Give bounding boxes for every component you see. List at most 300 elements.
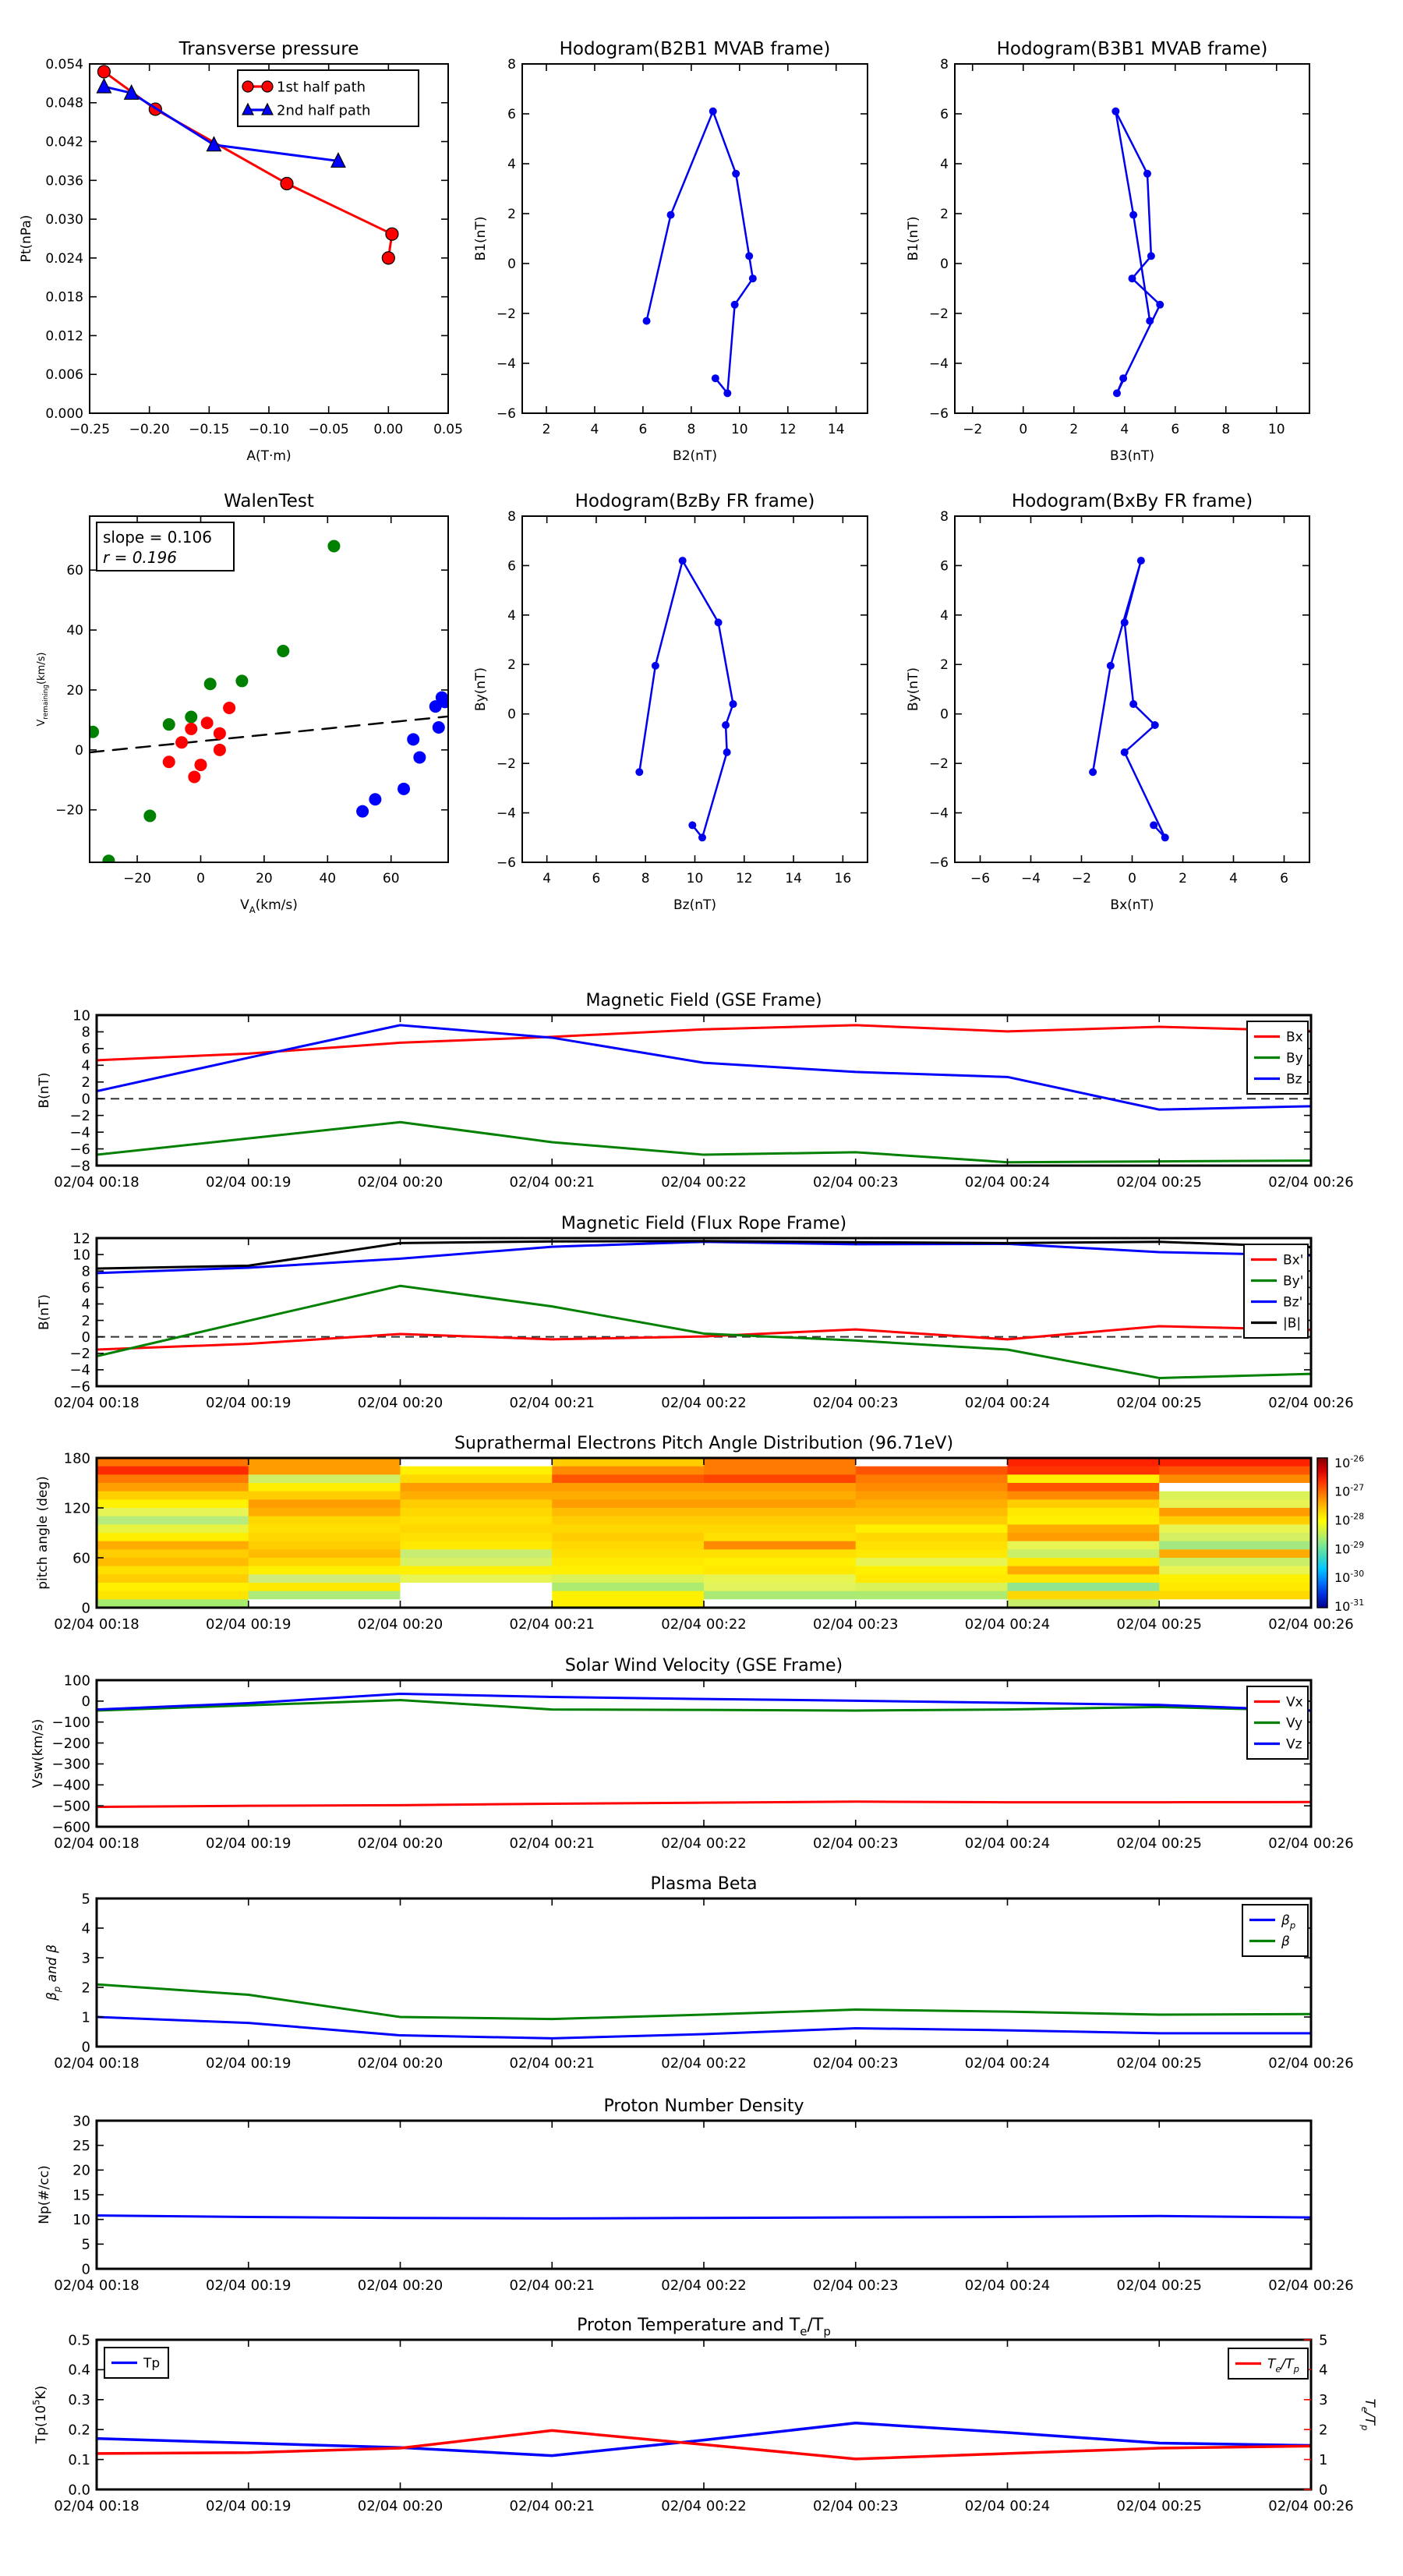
y-tick-label: −4	[69, 1124, 90, 1141]
heatmap-cell	[1159, 1491, 1311, 1500]
series-marker-2nd half path	[97, 79, 111, 93]
heatmap-cell	[97, 1524, 249, 1533]
time-tick-label: 02/04 00:22	[661, 1616, 747, 1633]
heatmap-cell	[97, 1558, 249, 1566]
y-tick-label: 5	[81, 1891, 90, 1908]
time-tick-label: 02/04 00:26	[1268, 2055, 1354, 2072]
chart-solar-wind-velocity	[30, 1656, 1354, 1852]
y-tick-label: 8	[81, 1024, 90, 1041]
heatmap-cell	[1159, 1549, 1311, 1558]
chart-hodogram-b2-b1	[473, 39, 868, 464]
series-marker-group-blue	[439, 695, 451, 708]
heatmap-cell	[856, 1474, 1008, 1483]
x-tick-label: 0	[1128, 871, 1136, 886]
plot-frame	[522, 64, 868, 413]
series-marker-Bx_By path	[1137, 557, 1145, 564]
series-marker-group-blue	[356, 805, 369, 818]
y-tick-label: −4	[496, 805, 516, 822]
heatmap-cell	[704, 1533, 856, 1541]
y-tick-label: −400	[51, 1777, 90, 1794]
heatmap-cell	[97, 1533, 249, 1541]
heatmap-cell	[249, 1549, 401, 1558]
series-marker-Bz_By path	[722, 721, 730, 729]
y-axis-label: Vsw(km/s)	[30, 1718, 46, 1789]
time-tick-label: 02/04 00:21	[509, 2055, 595, 2072]
y-tick-label: 3	[81, 1950, 90, 1967]
heatmap-cell	[249, 1467, 401, 1475]
series-marker-Bx_By path	[1150, 821, 1157, 829]
series-marker-B3_B1 path	[1113, 389, 1121, 397]
y-tick-label: −2	[69, 1107, 90, 1124]
heatmap-cell	[704, 1458, 856, 1467]
time-tick-label: 02/04 00:23	[813, 1835, 899, 1852]
y-tick-label: 4	[507, 607, 516, 624]
time-tick-label: 02/04 00:20	[357, 1395, 444, 1411]
x-tick-label: −20	[123, 871, 152, 886]
heatmap-cell	[856, 1467, 1008, 1475]
y-tick-label: −100	[51, 1714, 90, 1732]
series-marker-group-blue	[398, 783, 410, 795]
series-marker-Bx_By path	[1129, 700, 1137, 708]
x-tick-label: 0	[1019, 422, 1028, 437]
legend-marker	[262, 81, 273, 92]
y-tick-label: 0	[940, 256, 949, 272]
heatmap-cell	[856, 1516, 1008, 1525]
y-tick-label: −6	[69, 1141, 90, 1158]
y-axis-label: B(nT)	[37, 1293, 52, 1331]
y-tick-label-right: 2	[1319, 2422, 1328, 2439]
time-tick-label: 02/04 00:19	[206, 2277, 292, 2294]
time-tick-label: 02/04 00:24	[964, 2277, 1051, 2294]
series-marker-group-blue	[413, 751, 426, 763]
heatmap-cell	[249, 1508, 401, 1516]
series-line-Vx	[97, 1802, 1311, 1807]
time-tick-label: 02/04 00:26	[1268, 2277, 1354, 2294]
x-tick-label: 0.00	[373, 422, 404, 437]
y-axis-label: B1(nT)	[906, 216, 921, 261]
time-tick-label: 02/04 00:19	[206, 1616, 292, 1633]
heatmap-cell	[856, 1499, 1008, 1508]
heatmap-cell	[1008, 1533, 1160, 1541]
y-tick-label: −4	[496, 356, 516, 372]
legend-label: 2nd half path	[277, 102, 371, 119]
y-tick-label: 12	[72, 1230, 90, 1247]
legend-label: Bx	[1286, 1029, 1303, 1046]
heatmap-cell	[1159, 1467, 1311, 1475]
heatmap-cell	[401, 1524, 553, 1533]
y-tick-label: 6	[507, 106, 516, 122]
x-tick-label: 6	[638, 422, 648, 437]
chart-electron-pitch-angle	[35, 1434, 1364, 1633]
x-tick-label: 6	[1171, 422, 1180, 437]
y-tick-label: 2	[940, 657, 949, 674]
series-line-Bz	[97, 1025, 1311, 1109]
series-marker-B3_B1 path	[1129, 274, 1136, 282]
y-tick-label: 6	[507, 558, 516, 575]
time-tick-label: 02/04 00:25	[1116, 1616, 1202, 1633]
series-group	[97, 2423, 1311, 2459]
series-line-Bx'	[97, 1326, 1311, 1350]
heatmap-cell	[249, 1591, 401, 1600]
heatmap-cell	[249, 1566, 401, 1575]
annotation-text: r = 0.196	[103, 548, 177, 567]
x-tick-label: 4	[590, 422, 599, 437]
time-tick-label: 02/04 00:18	[54, 2498, 140, 2514]
series-marker-group-green	[277, 645, 289, 657]
heatmap-cell	[856, 1566, 1008, 1575]
y-axis-label: pitch angle (deg)	[35, 1476, 51, 1590]
x-tick-label: 4	[542, 871, 552, 886]
heatmap-cell	[704, 1566, 856, 1575]
series-marker-group-green	[102, 855, 115, 867]
series-group	[87, 540, 451, 867]
y-tick-label: −600	[51, 1819, 90, 1836]
heatmap-cell	[401, 1583, 553, 1591]
series-group	[97, 2216, 1311, 2219]
heatmap-cell	[704, 1583, 856, 1591]
x-tick-label: −0.15	[189, 422, 230, 437]
x-tick-label: 0	[196, 871, 205, 886]
heatmap-cell	[97, 1474, 249, 1483]
x-tick-label: 4	[1120, 422, 1129, 437]
time-tick-label: 02/04 00:18	[54, 2277, 140, 2294]
heatmap-cell	[249, 1574, 401, 1583]
series-marker-Bx_By path	[1107, 662, 1115, 670]
legend-label: By'	[1283, 1273, 1304, 1290]
heatmap-cell	[1159, 1574, 1311, 1583]
y-tick-label: 0.024	[45, 250, 83, 267]
heatmap-cell	[401, 1541, 553, 1550]
series-marker-group-green	[185, 711, 197, 724]
heatmap-cell	[856, 1541, 1008, 1550]
time-tick-label: 02/04 00:26	[1268, 1835, 1354, 1852]
y-tick-label: −4	[928, 805, 949, 822]
series-group	[1111, 108, 1164, 398]
y-tick-label: −6	[496, 405, 516, 422]
time-tick-label: 02/04 00:22	[661, 1835, 747, 1852]
time-tick-label: 02/04 00:25	[1116, 2498, 1202, 2514]
y-tick-label: 0.3	[68, 2392, 90, 2409]
heatmap-cell	[552, 1558, 704, 1566]
time-tick-label: 02/04 00:20	[357, 1616, 444, 1633]
y-tick-label: 2	[81, 1312, 90, 1329]
y-tick-label: 0.042	[45, 134, 83, 150]
heatmap-cell	[704, 1541, 856, 1550]
heatmap-cell	[856, 1508, 1008, 1516]
heatmap-cell	[1159, 1533, 1311, 1541]
chart-hodogram-bz-by	[473, 491, 868, 913]
colorbar-label: $10^{-28}$	[1334, 1511, 1365, 1528]
series-marker-group-blue	[369, 793, 381, 805]
y-axis-label-right: $T_e/T_p$	[1359, 2398, 1377, 2431]
x-tick-label: 2	[1069, 422, 1079, 437]
x-tick-label: 14	[785, 871, 802, 886]
time-tick-label: 02/04 00:19	[206, 1835, 292, 1852]
y-tick-label: 5	[81, 2236, 90, 2253]
legend-label: Vy	[1286, 1715, 1303, 1732]
y-tick-label: 10	[72, 1247, 90, 1264]
y-tick-label: 8	[507, 56, 516, 73]
series-marker-Bz_By path	[679, 557, 687, 564]
heatmap-cell	[1159, 1591, 1311, 1600]
legend-label: Tp	[143, 2355, 161, 2372]
chart-hodogram-bx-by	[906, 491, 1309, 913]
time-tick-label: 02/04 00:19	[206, 1174, 292, 1191]
legend-label: |B|	[1283, 1315, 1302, 1332]
heatmap-cell	[1159, 1558, 1311, 1566]
heatmap-cell	[97, 1583, 249, 1591]
y-tick-label: 0	[81, 1600, 90, 1617]
x-tick-label: 4	[1229, 871, 1238, 886]
heatmap-cell	[856, 1458, 1008, 1467]
time-tick-label: 02/04 00:26	[1268, 1174, 1354, 1191]
x-tick-label: −0.25	[69, 422, 111, 437]
y-tick-label: 4	[940, 607, 949, 624]
heatmap-cell	[249, 1558, 401, 1566]
series-marker-group-green	[327, 540, 340, 552]
series-line-beta	[97, 1984, 1311, 2019]
x-axis-label: B2(nT)	[673, 448, 717, 464]
y-tick-label: −500	[51, 1798, 90, 1815]
heatmap-cell	[1159, 1541, 1311, 1550]
legend-label: 1st half path	[277, 79, 366, 96]
series-marker-B2_B1 path	[745, 252, 753, 260]
x-tick-label: −0.10	[248, 422, 290, 437]
heatmap-cell	[401, 1508, 553, 1516]
series-marker-group-green	[204, 678, 217, 690]
y-tick-label: 4	[81, 1296, 90, 1313]
heatmap-cell	[249, 1583, 401, 1591]
series-marker-B2_B1 path	[667, 211, 675, 219]
heatmap-cell	[97, 1549, 249, 1558]
series-marker-B3_B1 path	[1146, 317, 1154, 325]
series-group	[643, 108, 757, 398]
chart-title: Proton Number Density	[603, 2097, 804, 2116]
series-marker-group-green	[143, 809, 156, 822]
heatmap-cell	[552, 1524, 704, 1533]
chart-title: Hodogram(B3B1 MVAB frame)	[996, 39, 1268, 59]
heatmap-cell	[401, 1574, 553, 1583]
colorbar-label: $10^{-31}$	[1334, 1597, 1365, 1615]
time-tick-label: 02/04 00:20	[357, 1835, 444, 1852]
annotation-text: slope = 0.106	[103, 528, 212, 547]
heatmap-cell	[856, 1583, 1008, 1591]
series-line-B3_B1 path	[1115, 111, 1160, 394]
y-tick-label: 0.054	[45, 56, 83, 73]
heatmap-cell	[1159, 1508, 1311, 1516]
chart-title: Proton Temperature and $T_e/T_p$	[577, 2316, 831, 2339]
series-marker-Bz_By path	[723, 748, 731, 756]
x-tick-label: 6	[592, 871, 601, 886]
time-tick-label: 02/04 00:19	[206, 2498, 292, 2514]
y-tick-label: 0.030	[45, 212, 83, 228]
heatmap-cell	[97, 1499, 249, 1508]
heatmap-cell	[704, 1549, 856, 1558]
series-marker-Bx_By path	[1151, 721, 1159, 729]
heatmap-cell	[249, 1516, 401, 1525]
heatmap-cell	[704, 1591, 856, 1600]
chart-plasma-beta	[44, 1874, 1354, 2072]
y-tick-label: 0.1	[68, 2451, 90, 2468]
heatmap-cell	[856, 1491, 1008, 1500]
time-tick-label: 02/04 00:22	[661, 2498, 747, 2514]
y-tick-label: −6	[928, 405, 949, 422]
heatmap-cell	[856, 1524, 1008, 1533]
legend-label: Vz	[1286, 1736, 1302, 1753]
series-marker-1st half path	[281, 177, 293, 189]
heatmap-cell	[1008, 1499, 1160, 1508]
time-tick-label: 02/04 00:23	[813, 1174, 899, 1191]
heatmap-cell	[401, 1549, 553, 1558]
y-tick-label: 0.036	[45, 173, 83, 189]
y-tick-label: 8	[940, 508, 949, 525]
x-tick-label: −6	[970, 871, 991, 886]
colorbar-label: $10^{-29}$	[1334, 1540, 1365, 1557]
heatmap-cell	[704, 1574, 856, 1583]
heatmap-cell	[97, 1458, 249, 1467]
time-tick-label: 02/04 00:24	[964, 1616, 1051, 1633]
x-axis-label: Bx(nT)	[1110, 897, 1154, 913]
time-tick-label: 02/04 00:25	[1116, 2277, 1202, 2294]
heatmap-cell	[704, 1524, 856, 1533]
x-tick-label: 12	[735, 871, 753, 886]
chart-walen-test	[36, 491, 451, 915]
heatmap-cell	[704, 1491, 856, 1500]
series-marker-1st half path	[382, 252, 394, 264]
heatmap-cell	[856, 1574, 1008, 1583]
y-axis-label: $Tp(10^5K)$	[30, 2385, 49, 2444]
heatmap-cell	[704, 1499, 856, 1508]
series-marker-Bz_By path	[688, 821, 696, 829]
colorbar-label: $10^{-26}$	[1334, 1453, 1365, 1470]
heatmap-cell	[552, 1549, 704, 1558]
y-tick-label: 100	[63, 1672, 90, 1690]
heatmap-cell	[552, 1574, 704, 1583]
heatmap-cell	[856, 1558, 1008, 1566]
y-tick-label: 8	[507, 508, 516, 525]
y-axis-label: Pt(nPa)	[19, 214, 34, 263]
chart-title: Magnetic Field (Flux Rope Frame)	[560, 1214, 847, 1233]
y-tick-label: −6	[496, 855, 516, 871]
heatmap-cell	[1008, 1549, 1160, 1558]
heatmap-cell	[401, 1474, 553, 1483]
series-line-Np	[97, 2216, 1311, 2219]
heatmap-cell	[856, 1483, 1008, 1491]
chart-title: Solar Wind Velocity (GSE Frame)	[564, 1656, 843, 1675]
y-tick-label: 0	[507, 706, 516, 723]
heatmap-cell	[401, 1591, 553, 1600]
heatmap-cell	[97, 1541, 249, 1550]
series-marker-group-red	[185, 723, 197, 735]
legend-box	[1242, 1905, 1308, 1956]
series-line-beta_p	[97, 2017, 1311, 2038]
heatmap-cell	[704, 1508, 856, 1516]
time-tick-label: 02/04 00:20	[357, 2055, 444, 2072]
y-tick-label: 60	[66, 563, 83, 579]
y-tick-label: 2	[81, 1980, 90, 1997]
chart-title: Plasma Beta	[650, 1874, 758, 1894]
legend-label: Bz	[1286, 1071, 1302, 1088]
heatmap-cell	[1159, 1499, 1311, 1508]
series-marker-B2_B1 path	[731, 301, 739, 309]
time-tick-label: 02/04 00:21	[509, 2277, 595, 2294]
series-marker-group-red	[188, 770, 200, 783]
y-tick-label: 0.0	[68, 2482, 90, 2499]
time-tick-label: 02/04 00:21	[509, 2498, 595, 2514]
heatmap-cell	[401, 1516, 553, 1525]
chart-title: Suprathermal Electrons Pitch Angle Distribution (96.71eV)	[454, 1434, 954, 1453]
series-group	[97, 1025, 1311, 1162]
legend-label: By	[1286, 1050, 1303, 1067]
y-tick-label-right: 1	[1319, 2451, 1328, 2468]
y-tick-label: 0.5	[68, 2332, 90, 2349]
heatmap-cell	[1008, 1566, 1160, 1575]
x-tick-label: 60	[382, 871, 400, 886]
series-marker-B3_B1 path	[1147, 252, 1155, 260]
time-tick-label: 02/04 00:24	[964, 2055, 1051, 2072]
chart-hodogram-b3-b1	[906, 39, 1309, 464]
heatmap-cell	[704, 1558, 856, 1566]
heatmap-cell	[249, 1474, 401, 1483]
time-tick-label: 02/04 00:26	[1268, 1395, 1354, 1411]
y-tick-label: −2	[928, 756, 949, 773]
heatmap-cell	[1159, 1524, 1311, 1533]
y-tick-label: 4	[507, 156, 516, 172]
heatmap-cell	[401, 1467, 553, 1475]
series-marker-Bx_By path	[1161, 833, 1169, 841]
heatmap-cell	[1008, 1491, 1160, 1500]
series-line-By'	[97, 1286, 1311, 1378]
x-tick-label: 10	[686, 871, 704, 886]
colorbar-label: $10^{-27}$	[1334, 1482, 1365, 1499]
heatmap-cell	[552, 1499, 704, 1508]
series-line-Bz'	[97, 1242, 1311, 1273]
y-axis-label: B(nT)	[37, 1072, 52, 1109]
heatmap-cell	[1008, 1541, 1160, 1550]
time-tick-label: 02/04 00:26	[1268, 2498, 1354, 2514]
time-tick-label: 02/04 00:23	[813, 2055, 899, 2072]
chart-title: Magnetic Field (GSE Frame)	[585, 991, 822, 1010]
heatmap-cell	[1159, 1483, 1311, 1491]
y-tick-label: 6	[81, 1041, 90, 1058]
heatmap-cell	[1008, 1516, 1160, 1525]
series-group	[97, 1984, 1311, 2038]
y-tick-label: 8	[81, 1263, 90, 1280]
chart-title: Hodogram(BxBy FR frame)	[1011, 491, 1253, 511]
colorbar-label: $10^{-30}$	[1334, 1569, 1365, 1586]
x-axis-label: $V_A(km/s)$	[240, 897, 298, 916]
series-marker-Bx_By path	[1089, 768, 1097, 776]
y-tick-label: 40	[66, 623, 83, 639]
y-tick-label: 0.2	[68, 2422, 90, 2439]
time-tick-label: 02/04 00:23	[813, 2498, 899, 2514]
series-marker-Bx_By path	[1121, 618, 1129, 626]
heatmap-cell	[552, 1533, 704, 1541]
series-line-Bx	[97, 1025, 1311, 1060]
y-tick-label: 0.000	[45, 405, 83, 422]
heatmap-cell	[401, 1533, 553, 1541]
x-tick-label: 10	[1267, 422, 1285, 437]
heatmap-cell	[1008, 1524, 1160, 1533]
y-tick-label: 0	[81, 2039, 90, 2056]
y-tick-label: −20	[55, 802, 83, 819]
chart-magnetic-field-flux-rope	[37, 1214, 1354, 1411]
time-tick-label: 02/04 00:22	[661, 2277, 747, 2294]
legend-label: Vx	[1286, 1694, 1303, 1711]
series-marker-group-green	[163, 718, 175, 731]
series-marker-B3_B1 path	[1129, 211, 1137, 219]
heatmap-cell	[1008, 1583, 1160, 1591]
